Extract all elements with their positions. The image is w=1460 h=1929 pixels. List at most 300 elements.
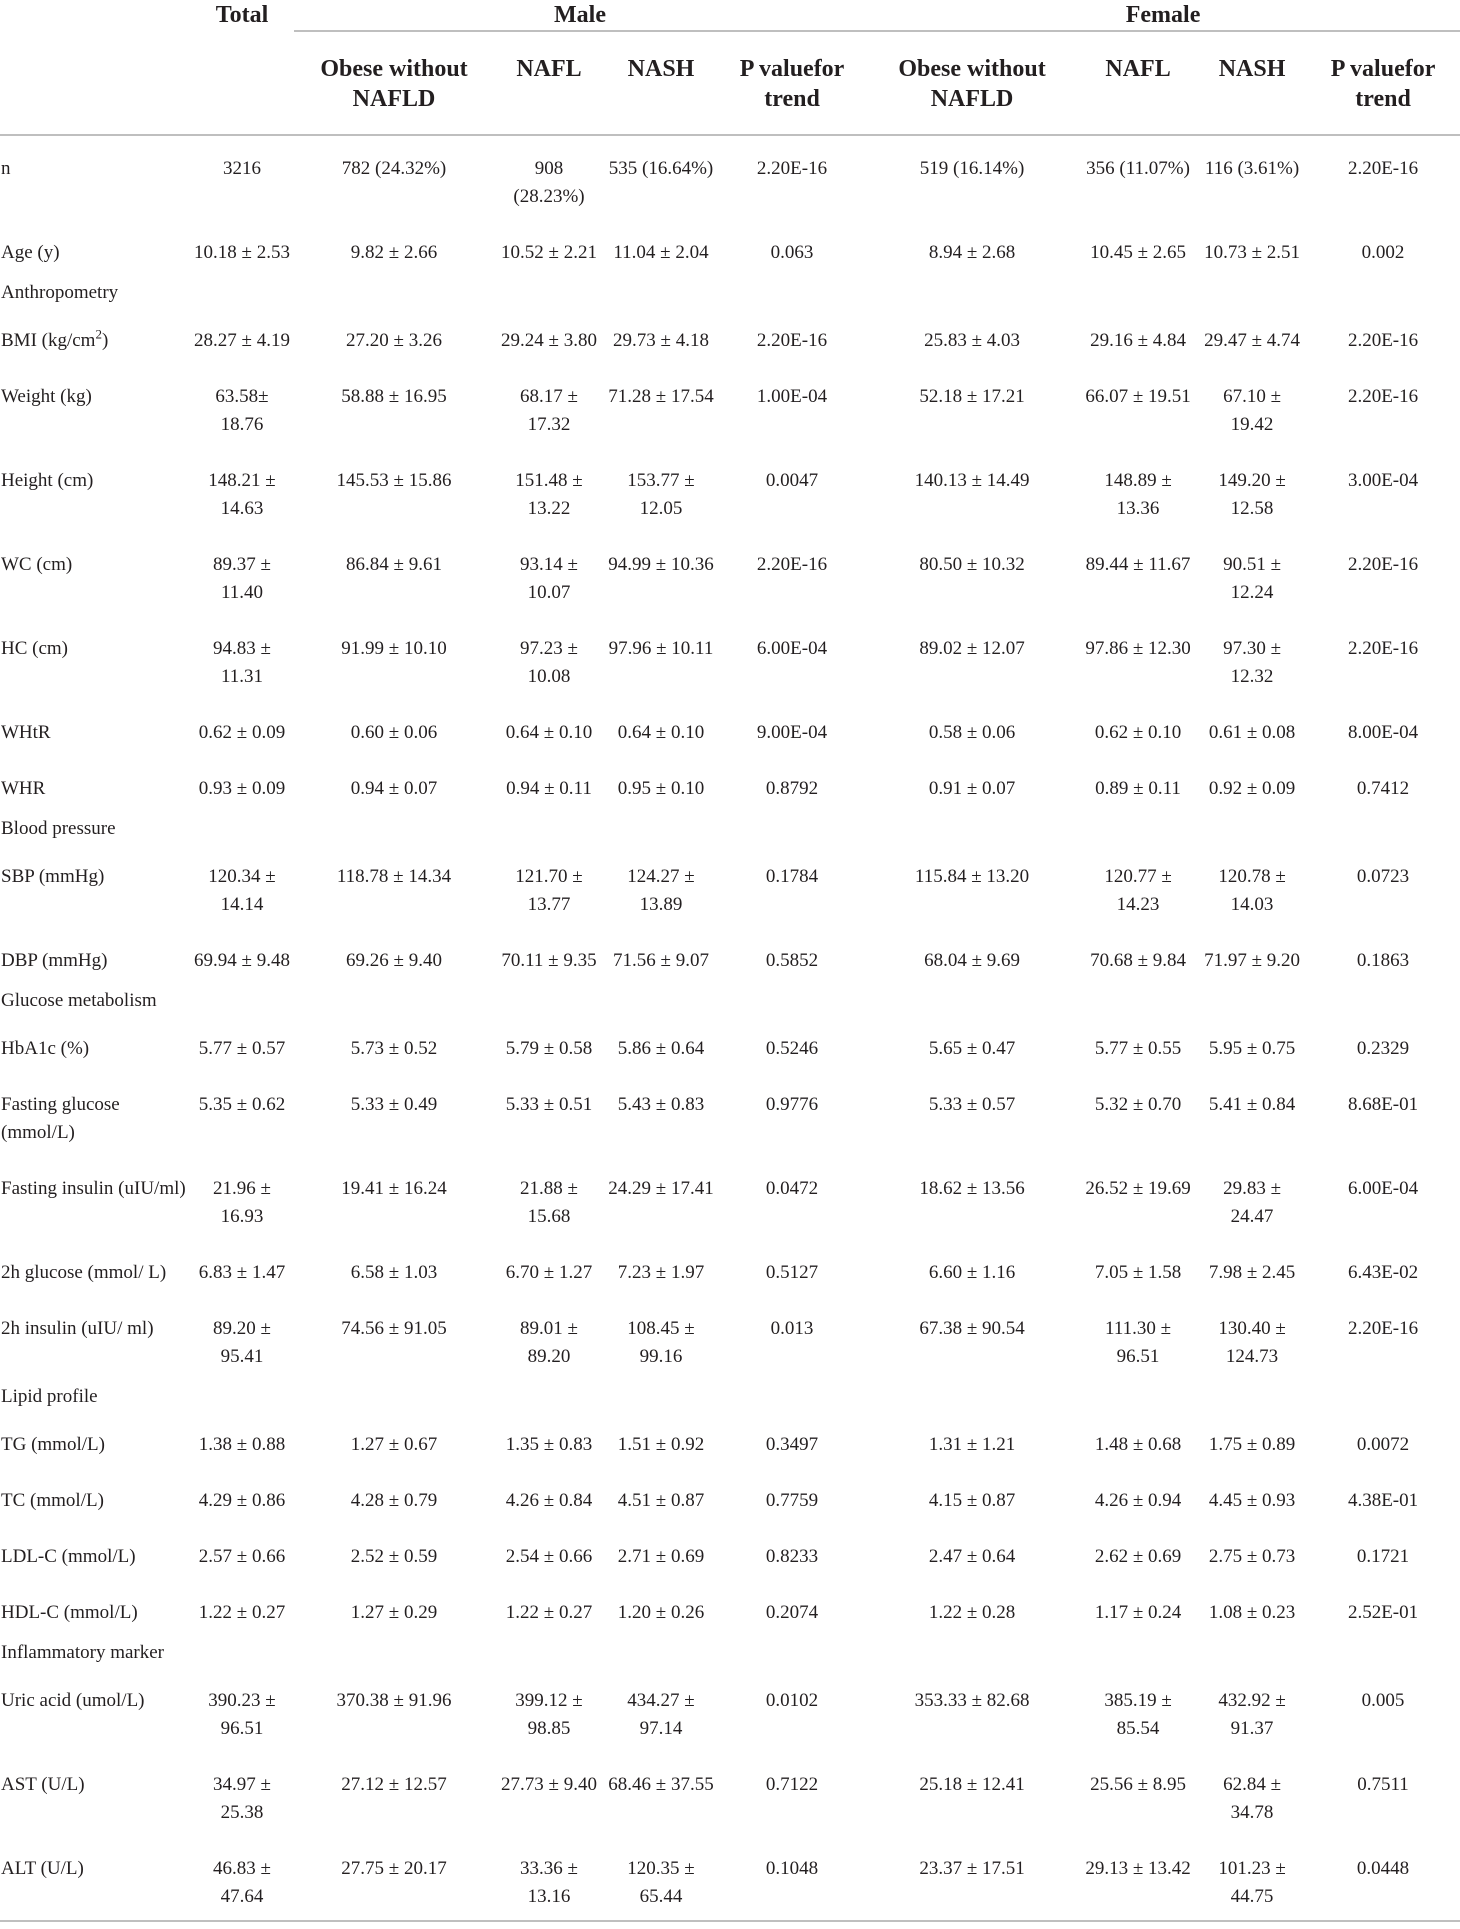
table-cell: 0.7511	[1357, 1774, 1409, 1795]
table-cell: 69.94 ± 9.48	[194, 950, 290, 971]
table-row	[0, 135, 1460, 220]
empty-cell	[866, 812, 1078, 844]
row-label: WHtR	[1, 722, 51, 743]
header-male: Male	[294, 0, 866, 31]
table-cell: 2.20E-16	[1347, 330, 1419, 351]
table-row	[0, 1752, 1460, 1836]
table-cell: 2.20E-16	[1347, 1318, 1419, 1339]
table-row	[0, 532, 1460, 616]
table-cell: 27.73 ± 9.40	[501, 1774, 597, 1795]
table-cell: 1.08 ± 0.23	[1208, 1602, 1296, 1623]
table-cell: 118.78 ± 14.34	[336, 866, 452, 887]
section-label: Glucose metabolism	[1, 990, 157, 1011]
table-body	[0, 135, 1460, 1920]
table-cell: 2.54 ± 0.66	[505, 1546, 593, 1567]
table-cell: 89.37 ± 11.40	[213, 554, 271, 603]
table-cell: 4.26 ± 0.94	[1094, 1490, 1182, 1511]
empty-cell	[1306, 812, 1460, 844]
row-label: 2h insulin (uIU/ ml)	[1, 1318, 154, 1339]
table-cell: 6.70 ± 1.27	[505, 1262, 593, 1283]
table-cell: 4.51 ± 0.87	[617, 1490, 705, 1511]
table-cell: 94.83 ± 11.31	[213, 638, 271, 687]
empty-cell	[866, 1636, 1078, 1668]
table-cell: 124.27 ± 13.89	[627, 866, 695, 915]
table-cell: 0.5852	[765, 950, 819, 971]
section-label: Blood pressure	[1, 818, 116, 839]
table-cell: 2.20E-16	[756, 158, 828, 179]
table-cell: 0.005	[1361, 1690, 1405, 1711]
empty-cell	[866, 276, 1078, 308]
empty-cell	[494, 1380, 604, 1412]
table-cell: 29.83 ± 24.47	[1223, 1178, 1282, 1227]
table-cell: 89.02 ± 12.07	[919, 638, 1025, 659]
table-cell: 0.0072	[1356, 1434, 1410, 1455]
table-row	[0, 448, 1460, 532]
empty-cell	[1078, 1636, 1198, 1668]
table-cell: 2.20E-16	[756, 330, 828, 351]
header-female-obese: Obese without NAFLD	[866, 31, 1078, 135]
table-cell: 0.2074	[765, 1602, 819, 1623]
empty-cell	[190, 1380, 294, 1412]
table-cell: 34.97 ± 25.38	[213, 1774, 271, 1823]
header-male-nash: NASH	[604, 31, 718, 135]
table-cell: 1.51 ± 0.92	[617, 1434, 705, 1455]
table-cell: 151.48 ± 13.22	[515, 470, 583, 519]
row-label: HC (cm)	[1, 638, 69, 659]
table-cell: 2.20E-16	[1347, 386, 1419, 407]
empty-cell	[494, 1636, 604, 1668]
row-label: DBP (mmHg)	[1, 950, 108, 971]
empty-cell	[190, 812, 294, 844]
empty-cell	[718, 984, 866, 1016]
table-cell: 108.45 ± 99.16	[627, 1318, 695, 1367]
table-cell: 5.79 ± 0.58	[505, 1038, 593, 1059]
empty-cell	[1078, 1380, 1198, 1412]
table-cell: 89.01 ± 89.20	[520, 1318, 578, 1367]
row-label: Weight (kg)	[1, 386, 92, 407]
table-cell: 782 (24.32%)	[341, 158, 447, 179]
empty-cell	[866, 1380, 1078, 1412]
table-cell: 0.0102	[765, 1690, 819, 1711]
table-cell: 67.38 ± 90.54	[919, 1318, 1025, 1339]
table-cell: 101.23 ± 44.75	[1218, 1858, 1286, 1907]
table-cell: 0.64 ± 0.10	[505, 722, 593, 743]
table-cell: 25.83 ± 4.03	[924, 330, 1021, 351]
table-cell: 27.75 ± 20.17	[341, 1858, 447, 1879]
table-cell: 5.77 ± 0.55	[1094, 1038, 1182, 1059]
row-label-text: BMI (kg/cm	[1, 330, 96, 351]
table-cell: 8.94 ± 2.68	[928, 242, 1016, 263]
table-cell: 89.20 ± 95.41	[213, 1318, 271, 1367]
table-cell: 1.27 ± 0.67	[350, 1434, 438, 1455]
table-header	[0, 0, 1460, 135]
table-bottom-rule	[0, 1920, 1460, 1922]
table-cell: 21.96 ± 16.93	[213, 1178, 271, 1227]
row-label: AST (U/L)	[1, 1774, 85, 1795]
table-cell: 68.04 ± 9.69	[924, 950, 1021, 971]
table-cell: 91.99 ± 10.10	[341, 638, 447, 659]
table-cell: 120.35 ± 65.44	[627, 1858, 695, 1907]
table-cell: 5.77 ± 0.57	[198, 1038, 286, 1059]
table-row	[0, 1468, 1460, 1524]
table-cell: 4.28 ± 0.79	[350, 1490, 438, 1511]
row-label: WC (cm)	[1, 554, 73, 575]
table-cell: 29.73 ± 4.18	[613, 330, 709, 351]
table-cell: 5.86 ± 0.64	[617, 1038, 705, 1059]
empty-cell	[294, 1636, 494, 1668]
table-cell: 1.27 ± 0.29	[350, 1602, 438, 1623]
table-cell: 1.31 ± 1.21	[928, 1434, 1016, 1455]
table-cell: 1.38 ± 0.88	[198, 1434, 286, 1455]
table-cell: 33.36 ± 13.16	[520, 1858, 578, 1907]
table-cell: 4.38E-01	[1347, 1490, 1419, 1511]
table-cell: 356 (11.07%)	[1086, 158, 1190, 179]
section-label: Anthropometry	[1, 282, 119, 303]
table-cell: 353.33 ± 82.68	[914, 1690, 1030, 1711]
table-cell: 94.99 ± 10.36	[608, 554, 714, 575]
table-cell: 10.45 ± 2.65	[1090, 242, 1187, 263]
table-cell: 121.70 ± 13.77	[515, 866, 583, 915]
table-cell: 52.18 ± 17.21	[919, 386, 1025, 407]
table-row	[0, 364, 1460, 448]
row-label: HbA1c (%)	[1, 1038, 90, 1059]
table-row	[0, 1240, 1460, 1296]
header-male-pvalue: P valuefor trend	[718, 31, 866, 135]
table-cell: 1.22 ± 0.27	[505, 1602, 593, 1623]
header-group-row	[0, 0, 1460, 31]
empty-cell	[1306, 276, 1460, 308]
table-row	[0, 844, 1460, 928]
table-cell: 9.00E-04	[756, 722, 828, 743]
table-cell: 68.46 ± 37.55	[608, 1774, 714, 1795]
row-label: Fasting glucose (mmol/L)	[1, 1094, 120, 1143]
table-cell: 6.00E-04	[756, 638, 828, 659]
table-cell: 0.93 ± 0.09	[198, 778, 286, 799]
header-blank	[0, 0, 190, 31]
empty-cell	[1198, 812, 1306, 844]
row-label: n	[1, 158, 11, 179]
empty-cell	[190, 984, 294, 1016]
row-label: 2h glucose (mmol/ L)	[1, 1262, 167, 1283]
table-cell: 9.82 ± 2.66	[350, 242, 438, 263]
table-cell: 29.47 ± 4.74	[1204, 330, 1301, 351]
table-cell: 0.58 ± 0.06	[928, 722, 1016, 743]
table-cell: 0.0723	[1356, 866, 1410, 887]
table-cell: 6.83 ± 1.47	[198, 1262, 286, 1283]
table-cell: 908 (28.23%)	[513, 158, 585, 207]
empty-cell	[294, 812, 494, 844]
table-cell: 5.33 ± 0.49	[350, 1094, 438, 1115]
table-cell: 21.88 ± 15.68	[520, 1178, 578, 1227]
table-row	[0, 928, 1460, 984]
table-row	[0, 1580, 1460, 1636]
header-female-pvalue: P valuefor trend	[1306, 31, 1460, 135]
table-cell: 97.96 ± 10.11	[608, 638, 714, 659]
empty-cell	[1306, 1380, 1460, 1412]
table-cell: 370.38 ± 91.96	[336, 1690, 452, 1711]
empty-cell	[718, 812, 866, 844]
table-cell: 2.75 ± 0.73	[1208, 1546, 1296, 1567]
table-cell: 23.37 ± 17.51	[919, 1858, 1025, 1879]
table-cell: 70.11 ± 9.35	[501, 950, 597, 971]
table-cell: 0.1721	[1356, 1546, 1410, 1567]
table-cell: 80.50 ± 10.32	[919, 554, 1025, 575]
table-cell: 0.9776	[765, 1094, 819, 1115]
table-cell: 97.30 ± 12.32	[1223, 638, 1282, 687]
table-cell: 5.41 ± 0.84	[1208, 1094, 1296, 1115]
section-row	[0, 1636, 1460, 1668]
table-cell: 0.063	[770, 242, 814, 263]
table-row	[0, 1296, 1460, 1380]
table-cell: 149.20 ± 12.58	[1218, 470, 1286, 519]
table-cell: 18.62 ± 13.56	[919, 1178, 1025, 1199]
table-cell: 29.16 ± 4.84	[1090, 330, 1187, 351]
empty-cell	[718, 276, 866, 308]
empty-cell	[1198, 1636, 1306, 1668]
table-cell: 0.8792	[765, 778, 819, 799]
table-row	[0, 308, 1460, 364]
table-cell: 25.18 ± 12.41	[919, 1774, 1025, 1795]
table-cell: 0.1784	[765, 866, 819, 887]
table-cell: 74.56 ± 91.05	[341, 1318, 447, 1339]
empty-cell	[494, 812, 604, 844]
empty-cell	[604, 812, 718, 844]
table-row	[0, 616, 1460, 700]
table-cell: 0.61 ± 0.08	[1208, 722, 1296, 743]
table-cell: 5.43 ± 0.83	[617, 1094, 705, 1115]
empty-cell	[494, 984, 604, 1016]
table-cell: 66.07 ± 19.51	[1085, 386, 1191, 407]
empty-cell	[718, 1380, 866, 1412]
table-cell: 4.15 ± 0.87	[928, 1490, 1016, 1511]
table-cell: 0.0047	[765, 470, 819, 491]
table-cell: 26.52 ± 19.69	[1085, 1178, 1191, 1199]
table-cell: 71.97 ± 9.20	[1204, 950, 1301, 971]
table-cell: 70.68 ± 9.84	[1090, 950, 1187, 971]
table-cell: 69.26 ± 9.40	[346, 950, 442, 971]
table-cell: 93.14 ± 10.07	[520, 554, 578, 603]
table-row	[0, 1072, 1460, 1156]
table-cell: 71.56 ± 9.07	[613, 950, 709, 971]
table-cell: 111.30 ± 96.51	[1105, 1318, 1172, 1367]
empty-cell	[866, 984, 1078, 1016]
table-cell: 0.5246	[765, 1038, 819, 1059]
table-cell: 6.43E-02	[1347, 1262, 1419, 1283]
header-female-nafl: NAFL	[1078, 31, 1198, 135]
table-cell: 0.62 ± 0.10	[1094, 722, 1182, 743]
table-cell: 0.013	[770, 1318, 814, 1339]
empty-cell	[604, 1636, 718, 1668]
empty-cell	[1078, 984, 1198, 1016]
table-cell: 0.7122	[765, 1774, 819, 1795]
empty-cell	[1306, 984, 1460, 1016]
table-cell: 7.98 ± 2.45	[1208, 1262, 1296, 1283]
table-cell: 0.94 ± 0.07	[350, 778, 438, 799]
row-label: SBP (mmHg)	[1, 866, 105, 887]
table-cell: 145.53 ± 15.86	[336, 470, 452, 491]
row-label: Uric acid (umol/L)	[1, 1690, 145, 1711]
table-cell: 153.77 ± 12.05	[627, 470, 695, 519]
table-row	[0, 1412, 1460, 1468]
row-label: HDL-C (mmol/L)	[1, 1602, 138, 1623]
section-row	[0, 276, 1460, 308]
table-cell: 28.27 ± 4.19	[194, 330, 290, 351]
table-cell: 3.00E-04	[1347, 470, 1419, 491]
row-label: ALT (U/L)	[1, 1858, 84, 1879]
table-cell: 7.05 ± 1.58	[1094, 1262, 1182, 1283]
header-female-nash: NASH	[1198, 31, 1306, 135]
row-label-superscript: 2	[95, 326, 102, 342]
table-row	[0, 1016, 1460, 1072]
table-cell: 148.89 ± 13.36	[1104, 470, 1172, 519]
header-total: Total	[215, 2, 269, 28]
table-cell: 432.92 ± 91.37	[1218, 1690, 1286, 1739]
table-row	[0, 220, 1460, 276]
table-cell: 29.13 ± 13.42	[1085, 1858, 1191, 1879]
table-cell: 115.84 ± 13.20	[914, 866, 1030, 887]
table-cell: 0.7412	[1356, 778, 1410, 799]
section-row	[0, 812, 1460, 844]
table-cell: 2.71 ± 0.69	[617, 1546, 705, 1567]
row-label: LDL-C (mmol/L)	[1, 1546, 136, 1567]
table-cell: 4.26 ± 0.84	[505, 1490, 593, 1511]
table-cell: 29.24 ± 3.80	[501, 330, 597, 351]
table-cell: 19.41 ± 16.24	[341, 1178, 447, 1199]
table-cell: 27.20 ± 3.26	[346, 330, 442, 351]
table-cell: 7.23 ± 1.97	[617, 1262, 705, 1283]
table-cell: 6.58 ± 1.03	[350, 1262, 438, 1283]
empty-cell	[1198, 1380, 1306, 1412]
table-cell: 2.52 ± 0.59	[350, 1546, 438, 1567]
table-row	[0, 700, 1460, 756]
table-cell: 2.20E-16	[1347, 158, 1419, 179]
table-cell: 2.20E-16	[1347, 638, 1419, 659]
table-row	[0, 1156, 1460, 1240]
table-cell: 1.48 ± 0.68	[1094, 1434, 1182, 1455]
table-cell: 8.00E-04	[1347, 722, 1419, 743]
section-label: Inflammatory marker	[1, 1642, 165, 1663]
table-cell: 148.21 ± 14.63	[208, 470, 276, 519]
table-cell: 2.47 ± 0.64	[928, 1546, 1016, 1567]
table-cell: 5.33 ± 0.51	[505, 1094, 593, 1115]
table-cell: 5.32 ± 0.70	[1094, 1094, 1182, 1115]
table-cell: 2.57 ± 0.66	[198, 1546, 286, 1567]
empty-cell	[294, 1380, 494, 1412]
table-cell: 1.00E-04	[756, 386, 828, 407]
table-cell: 11.04 ± 2.04	[613, 242, 709, 263]
empty-cell	[718, 1636, 866, 1668]
table-cell: 519 (16.14%)	[919, 158, 1025, 179]
table-cell: 0.0472	[765, 1178, 819, 1199]
table-cell: 1.20 ± 0.26	[617, 1602, 705, 1623]
table-cell: 10.52 ± 2.21	[501, 242, 597, 263]
table-row	[0, 1836, 1460, 1920]
table-cell: 0.91 ± 0.07	[928, 778, 1016, 799]
table-cell: 535 (16.64%)	[608, 158, 714, 179]
table-cell: 67.10 ± 19.42	[1223, 386, 1282, 435]
empty-cell	[604, 984, 718, 1016]
table-cell: 63.58± 18.76	[215, 386, 269, 435]
table-cell: 25.56 ± 8.95	[1090, 1774, 1187, 1795]
table-cell: 1.22 ± 0.27	[198, 1602, 286, 1623]
table-cell: 0.5127	[765, 1262, 819, 1283]
table-cell: 0.1048	[765, 1858, 819, 1879]
table-cell: 0.3497	[765, 1434, 819, 1455]
section-row	[0, 984, 1460, 1016]
empty-cell	[1306, 1636, 1460, 1668]
row-label	[0, 308, 190, 364]
empty-cell	[1078, 276, 1198, 308]
row-label: TC (mmol/L)	[1, 1490, 104, 1511]
table-cell: 90.51 ± 12.24	[1223, 554, 1282, 603]
empty-cell	[604, 1380, 718, 1412]
table-cell: 2.52E-01	[1347, 1602, 1419, 1623]
table-cell: 5.35 ± 0.62	[198, 1094, 286, 1115]
table-row	[0, 756, 1460, 812]
table-cell: 46.83 ± 47.64	[213, 1858, 271, 1907]
header-male-nafl: NAFL	[494, 31, 604, 135]
empty-cell	[294, 276, 494, 308]
section-row	[0, 1380, 1460, 1412]
table-cell: 89.44 ± 11.67	[1085, 554, 1191, 575]
table-row	[0, 1668, 1460, 1752]
table-cell: 2.62 ± 0.69	[1094, 1546, 1182, 1567]
table-cell: 0.89 ± 0.11	[1095, 778, 1181, 799]
header-blank-total-sub	[190, 31, 294, 135]
table-cell: 0.7759	[765, 1490, 819, 1511]
section-label: Lipid profile	[1, 1386, 98, 1407]
table-cell: 1.35 ± 0.83	[505, 1434, 593, 1455]
row-label: Height (cm)	[1, 470, 94, 491]
table-cell: 0.8233	[765, 1546, 819, 1567]
table-cell: 0.002	[1361, 242, 1405, 263]
table-cell: 86.84 ± 9.61	[346, 554, 442, 575]
table-cell: 0.95 ± 0.10	[617, 778, 705, 799]
table-cell: 1.75 ± 0.89	[1208, 1434, 1296, 1455]
row-label: Age (y)	[1, 242, 60, 263]
header-blank-sub	[0, 31, 190, 135]
empty-cell	[1198, 276, 1306, 308]
table-cell: 390.23 ± 96.51	[208, 1690, 276, 1739]
header-sub-row	[0, 31, 1460, 135]
table-cell: 399.12 ± 98.85	[515, 1690, 583, 1739]
table-cell: 0.0448	[1356, 1858, 1410, 1879]
table-cell: 2.20E-16	[756, 554, 828, 575]
table-cell: 5.95 ± 0.75	[1208, 1038, 1296, 1059]
row-label-end: )	[101, 330, 109, 351]
table-cell: 71.28 ± 17.54	[608, 386, 714, 407]
table-cell: 6.00E-04	[1347, 1178, 1419, 1199]
table-cell: 434.27 ± 97.14	[627, 1690, 695, 1739]
table-cell: 27.12 ± 12.57	[341, 1774, 447, 1795]
table-cell: 120.78 ± 14.03	[1218, 866, 1286, 915]
empty-cell	[190, 276, 294, 308]
table-cell: 3216	[223, 158, 261, 179]
empty-cell	[1078, 812, 1198, 844]
empty-cell	[294, 984, 494, 1016]
table-cell: 5.65 ± 0.47	[928, 1038, 1016, 1059]
header-female: Female	[866, 0, 1460, 31]
table-cell: 120.77 ± 14.23	[1104, 866, 1172, 915]
table-cell: 5.73 ± 0.52	[350, 1038, 438, 1059]
table-cell: 0.2329	[1356, 1038, 1410, 1059]
table-cell: 10.73 ± 2.51	[1204, 242, 1301, 263]
table-cell: 0.64 ± 0.10	[617, 722, 705, 743]
table-cell: 58.88 ± 16.95	[341, 386, 447, 407]
table-cell: 24.29 ± 17.41	[608, 1178, 714, 1199]
table-cell: 0.92 ± 0.09	[1208, 778, 1296, 799]
table-cell: 116 (3.61%)	[1204, 158, 1300, 179]
